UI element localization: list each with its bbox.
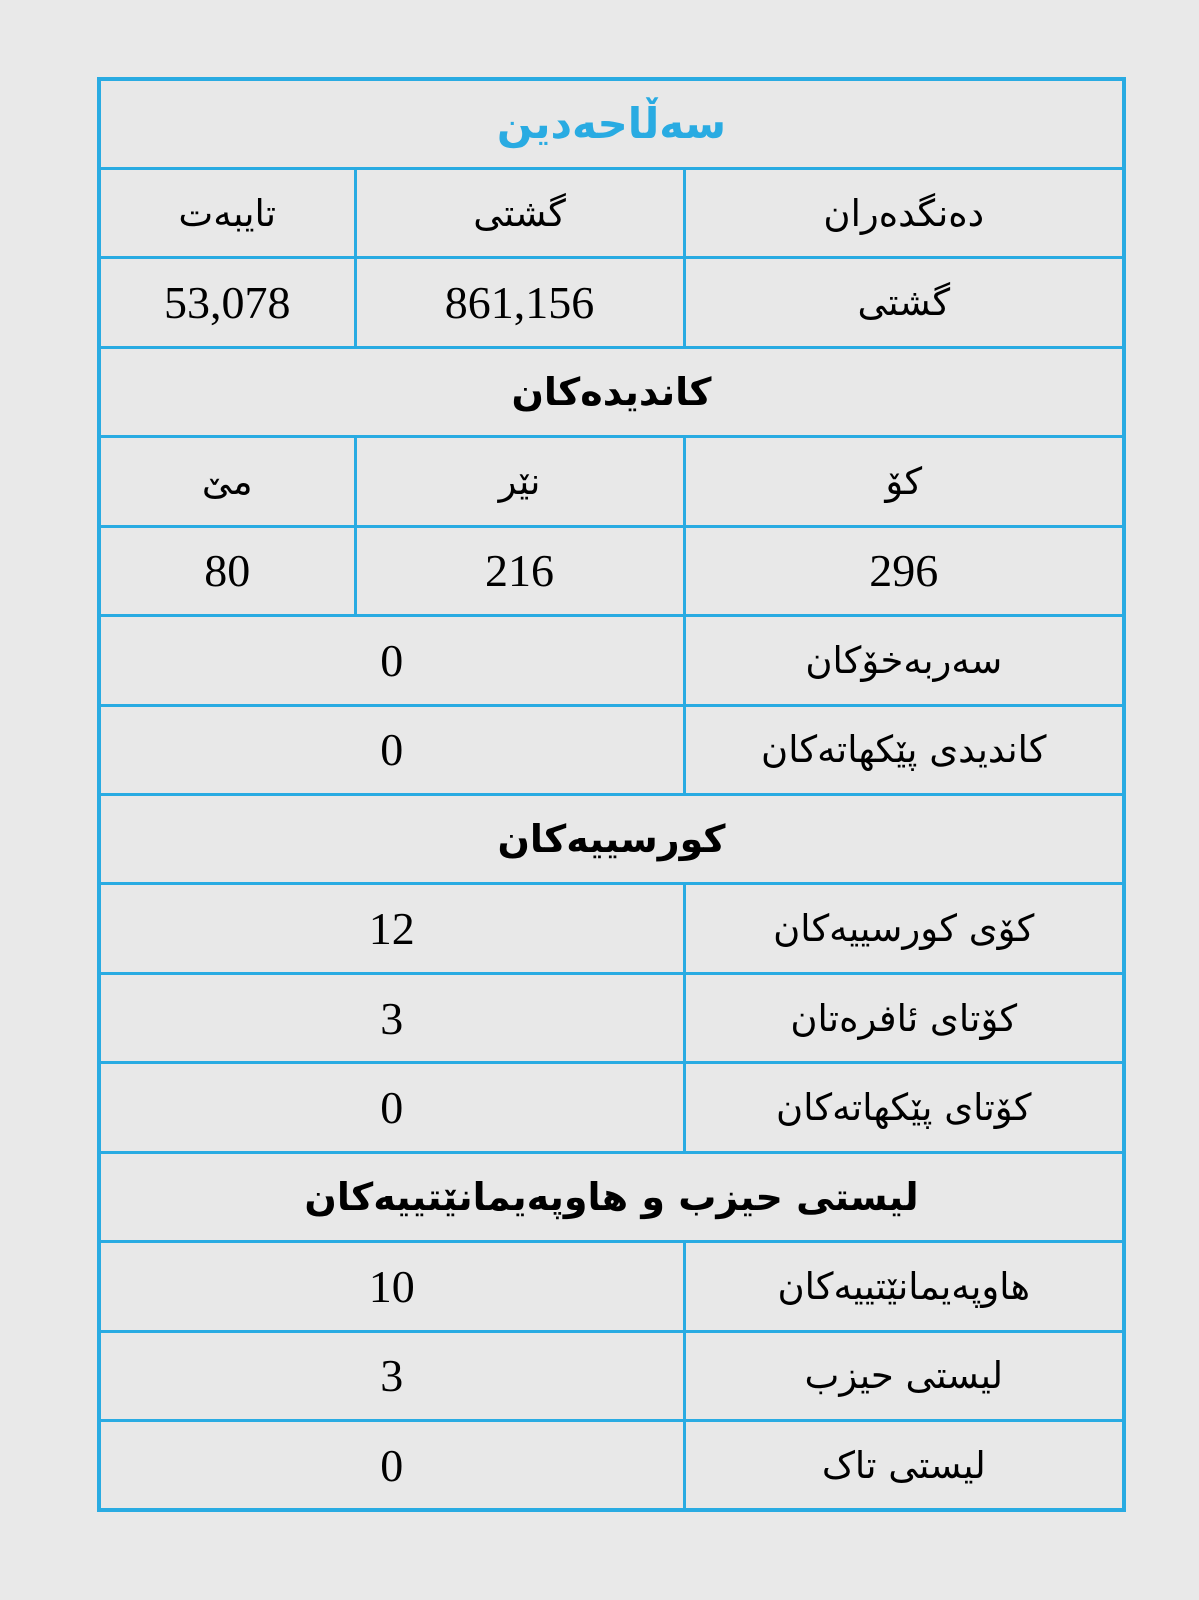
table-row-party-lists [99, 1331, 1124, 1420]
lists-section-heading: لیستی حیزب و هاوپەیمانێتییەکان [99, 1152, 1124, 1241]
voters-header-cell: دەنگدەران [684, 168, 1124, 257]
voters-total-special-value: 53,078 [99, 258, 355, 347]
special-header-cell: تایبەت [99, 168, 355, 257]
table-row-candidates-counts [99, 526, 1124, 615]
candidates-section-heading: کاندیدەکان [99, 347, 1124, 436]
seats-total-value: 12 [99, 884, 684, 973]
table-row-candidates-header [99, 437, 1124, 526]
party-lists-value: 3 [99, 1331, 684, 1420]
election-results-table [97, 77, 1126, 1512]
table-row-alliances [99, 1242, 1124, 1331]
independents-label: سەربەخۆکان [684, 616, 1124, 705]
seats-total-label: کۆی کورسییەکان [684, 884, 1124, 973]
component-candidates-value: 0 [99, 705, 684, 794]
table-row-women-quota [99, 973, 1124, 1062]
voters-total-label: گشتی [684, 258, 1124, 347]
results-sheet [97, 77, 1126, 1512]
women-quota-label: کۆتای ئافرەتان [684, 973, 1124, 1062]
table-row-independents [99, 616, 1124, 705]
alliances-label: هاوپەیمانێتییەکان [684, 1242, 1124, 1331]
alliances-value: 10 [99, 1242, 684, 1331]
table-row-candidates-heading [99, 347, 1124, 436]
candidates-total-value: 296 [684, 526, 1124, 615]
table-row-lists-heading [99, 1152, 1124, 1241]
candidates-female-header-cell: مێ [99, 437, 355, 526]
component-candidates-label: کاندیدی پێکهاتەکان [684, 705, 1124, 794]
general-header-cell: گشتی [355, 168, 684, 257]
table-row-single-lists [99, 1421, 1124, 1510]
women-quota-value: 3 [99, 973, 684, 1062]
voters-total-general-value: 861,156 [355, 258, 684, 347]
table-row-seats-heading [99, 795, 1124, 884]
table-row-component-candidates [99, 705, 1124, 794]
table-row-title [99, 79, 1124, 168]
table-row-seats-total [99, 884, 1124, 973]
table-row-components-quota [99, 1063, 1124, 1152]
candidates-male-header-cell: نێر [355, 437, 684, 526]
table-row-voters-total [99, 258, 1124, 347]
components-quota-label: کۆتای پێکهاتەکان [684, 1063, 1124, 1152]
party-lists-label: لیستی حیزب [684, 1331, 1124, 1420]
candidates-female-value: 80 [99, 526, 355, 615]
single-lists-label: لیستی تاک [684, 1421, 1124, 1510]
independents-value: 0 [99, 616, 684, 705]
table-row-voters-header [99, 168, 1124, 257]
governorate-title: سەڵاحەدین [99, 79, 1124, 168]
candidates-total-header-cell: کۆ [684, 437, 1124, 526]
single-lists-value: 0 [99, 1421, 684, 1510]
seats-section-heading: کورسییەکان [99, 795, 1124, 884]
candidates-male-value: 216 [355, 526, 684, 615]
components-quota-value: 0 [99, 1063, 684, 1152]
